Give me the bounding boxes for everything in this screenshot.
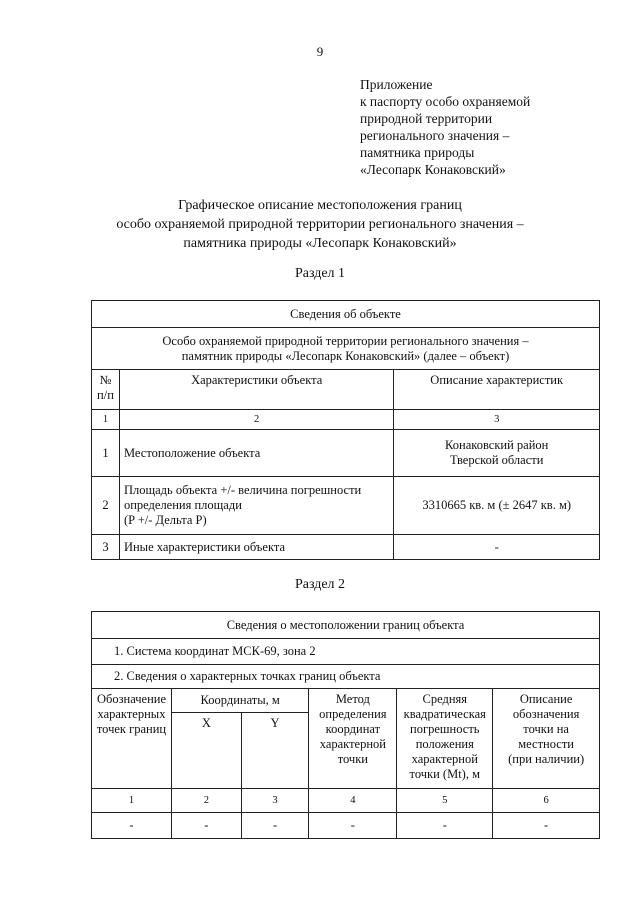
header-method <box>309 689 397 789</box>
object-name-line: Особо охраняемой природной территории регионального значения – <box>162 333 529 348</box>
header-line: местности <box>518 737 574 751</box>
data-cell: - <box>92 813 172 839</box>
table-row <box>92 430 600 477</box>
header-line: характерной <box>411 752 478 766</box>
row-description-line: Тверской области <box>449 453 544 467</box>
row-characteristic-line: Местоположение объекта <box>123 445 261 460</box>
row-characteristic <box>119 430 393 477</box>
data-cell: - <box>397 813 493 839</box>
header-line: Средняя <box>422 692 468 706</box>
header-num <box>92 370 120 410</box>
header-line: точек границ <box>96 722 167 736</box>
header-line: положения <box>415 737 474 751</box>
col-number: 2 <box>171 789 241 813</box>
table2-title: Сведения о местоположении границ объекта <box>92 612 600 639</box>
header-line: точки (Mt), м <box>409 767 481 781</box>
row-characteristic-line: Площадь объекта +/- величина погрешности <box>123 483 362 497</box>
row-characteristic-line: (P +/- Дельта P) <box>123 513 207 527</box>
row-num: 1 <box>92 430 120 477</box>
header-line: квадратическая <box>403 707 486 721</box>
col-number: 6 <box>493 789 600 813</box>
header-line: обозначения <box>512 707 580 721</box>
header-description: Описание характеристик <box>394 370 600 410</box>
header-line: характерной <box>319 737 386 751</box>
data-cell: - <box>493 813 600 839</box>
boundary-points-table <box>91 611 600 839</box>
row-characteristic <box>119 477 393 535</box>
header-characteristics: Характеристики объекта <box>119 370 393 410</box>
appendix-line: «Лесопарк Конаковский» <box>360 162 506 177</box>
header-y: Y <box>241 713 309 789</box>
appendix-line: Приложение <box>360 77 433 92</box>
row-description-line: - <box>494 539 499 554</box>
header-line: Метод <box>335 692 370 706</box>
table-row <box>92 535 600 560</box>
header-location <box>493 689 600 789</box>
table-row <box>92 813 600 839</box>
data-cell: - <box>309 813 397 839</box>
col-number: 3 <box>394 410 600 430</box>
points-title: 2. Сведения о характерных точках границ объекта <box>92 665 600 689</box>
row-num: 3 <box>92 535 120 560</box>
document-title <box>0 196 640 253</box>
row-description-line: 3310665 кв. м (± 2647 кв. м) <box>422 498 572 512</box>
object-name-line: памятник природы «Лесопарк Конаковский» (далее – объект) <box>181 348 510 363</box>
data-cell: - <box>171 813 241 839</box>
row-characteristic <box>119 535 393 560</box>
row-description <box>394 477 600 535</box>
header-line: Описание <box>519 692 573 706</box>
col-number: 2 <box>119 410 393 430</box>
header-line: (при наличии) <box>508 752 585 766</box>
appendix-line: памятника природы <box>360 145 475 160</box>
title-line: памятника природы «Лесопарк Конаковский» <box>183 236 457 251</box>
row-description-line: Конаковский район <box>445 438 549 452</box>
appendix-note <box>360 76 530 178</box>
header-designation <box>92 689 172 789</box>
col-number: 3 <box>241 789 309 813</box>
header-accuracy <box>397 689 493 789</box>
title-line: особо охраняемой природной территории регионального значения – <box>116 217 524 232</box>
header-line: точки <box>337 752 368 766</box>
col-number: 1 <box>92 789 172 813</box>
header-line: Обозначение <box>96 692 167 706</box>
coordinate-system: 1. Система координат МСК-69, зона 2 <box>92 639 600 665</box>
table1-title: Сведения об объекте <box>92 301 600 328</box>
col-number: 4 <box>309 789 397 813</box>
appendix-line: регионального значения – <box>360 128 510 143</box>
header-line: характерных <box>97 707 166 721</box>
page-number: 9 <box>316 44 324 59</box>
data-cell: - <box>241 813 309 839</box>
appendix-line: природной территории <box>360 111 493 126</box>
section2-heading: Раздел 2 <box>294 577 346 592</box>
object-info-table <box>91 300 600 560</box>
header-num-line: п/п <box>97 388 114 402</box>
col-number: 5 <box>397 789 493 813</box>
header-num-line: № <box>99 373 112 387</box>
object-name-cell <box>92 328 600 370</box>
header-line: погрешность <box>410 722 480 736</box>
header-line: координат <box>325 722 381 736</box>
title-line: Графическое описание местоположения границ <box>178 198 462 213</box>
section1-heading: Раздел 1 <box>294 266 346 281</box>
row-description <box>394 430 600 477</box>
row-characteristic-line: Иные характеристики объекта <box>123 539 286 554</box>
header-x: X <box>171 713 241 789</box>
header-coordinates: Координаты, м <box>171 689 308 713</box>
row-characteristic-line: определения площади <box>123 498 242 512</box>
table-row <box>92 477 600 535</box>
appendix-line: к паспорту особо охраняемой <box>360 94 531 109</box>
row-description <box>394 535 600 560</box>
header-line: точки на <box>523 722 569 736</box>
col-number: 1 <box>92 410 120 430</box>
header-line: определения <box>319 707 387 721</box>
row-num: 2 <box>92 477 120 535</box>
